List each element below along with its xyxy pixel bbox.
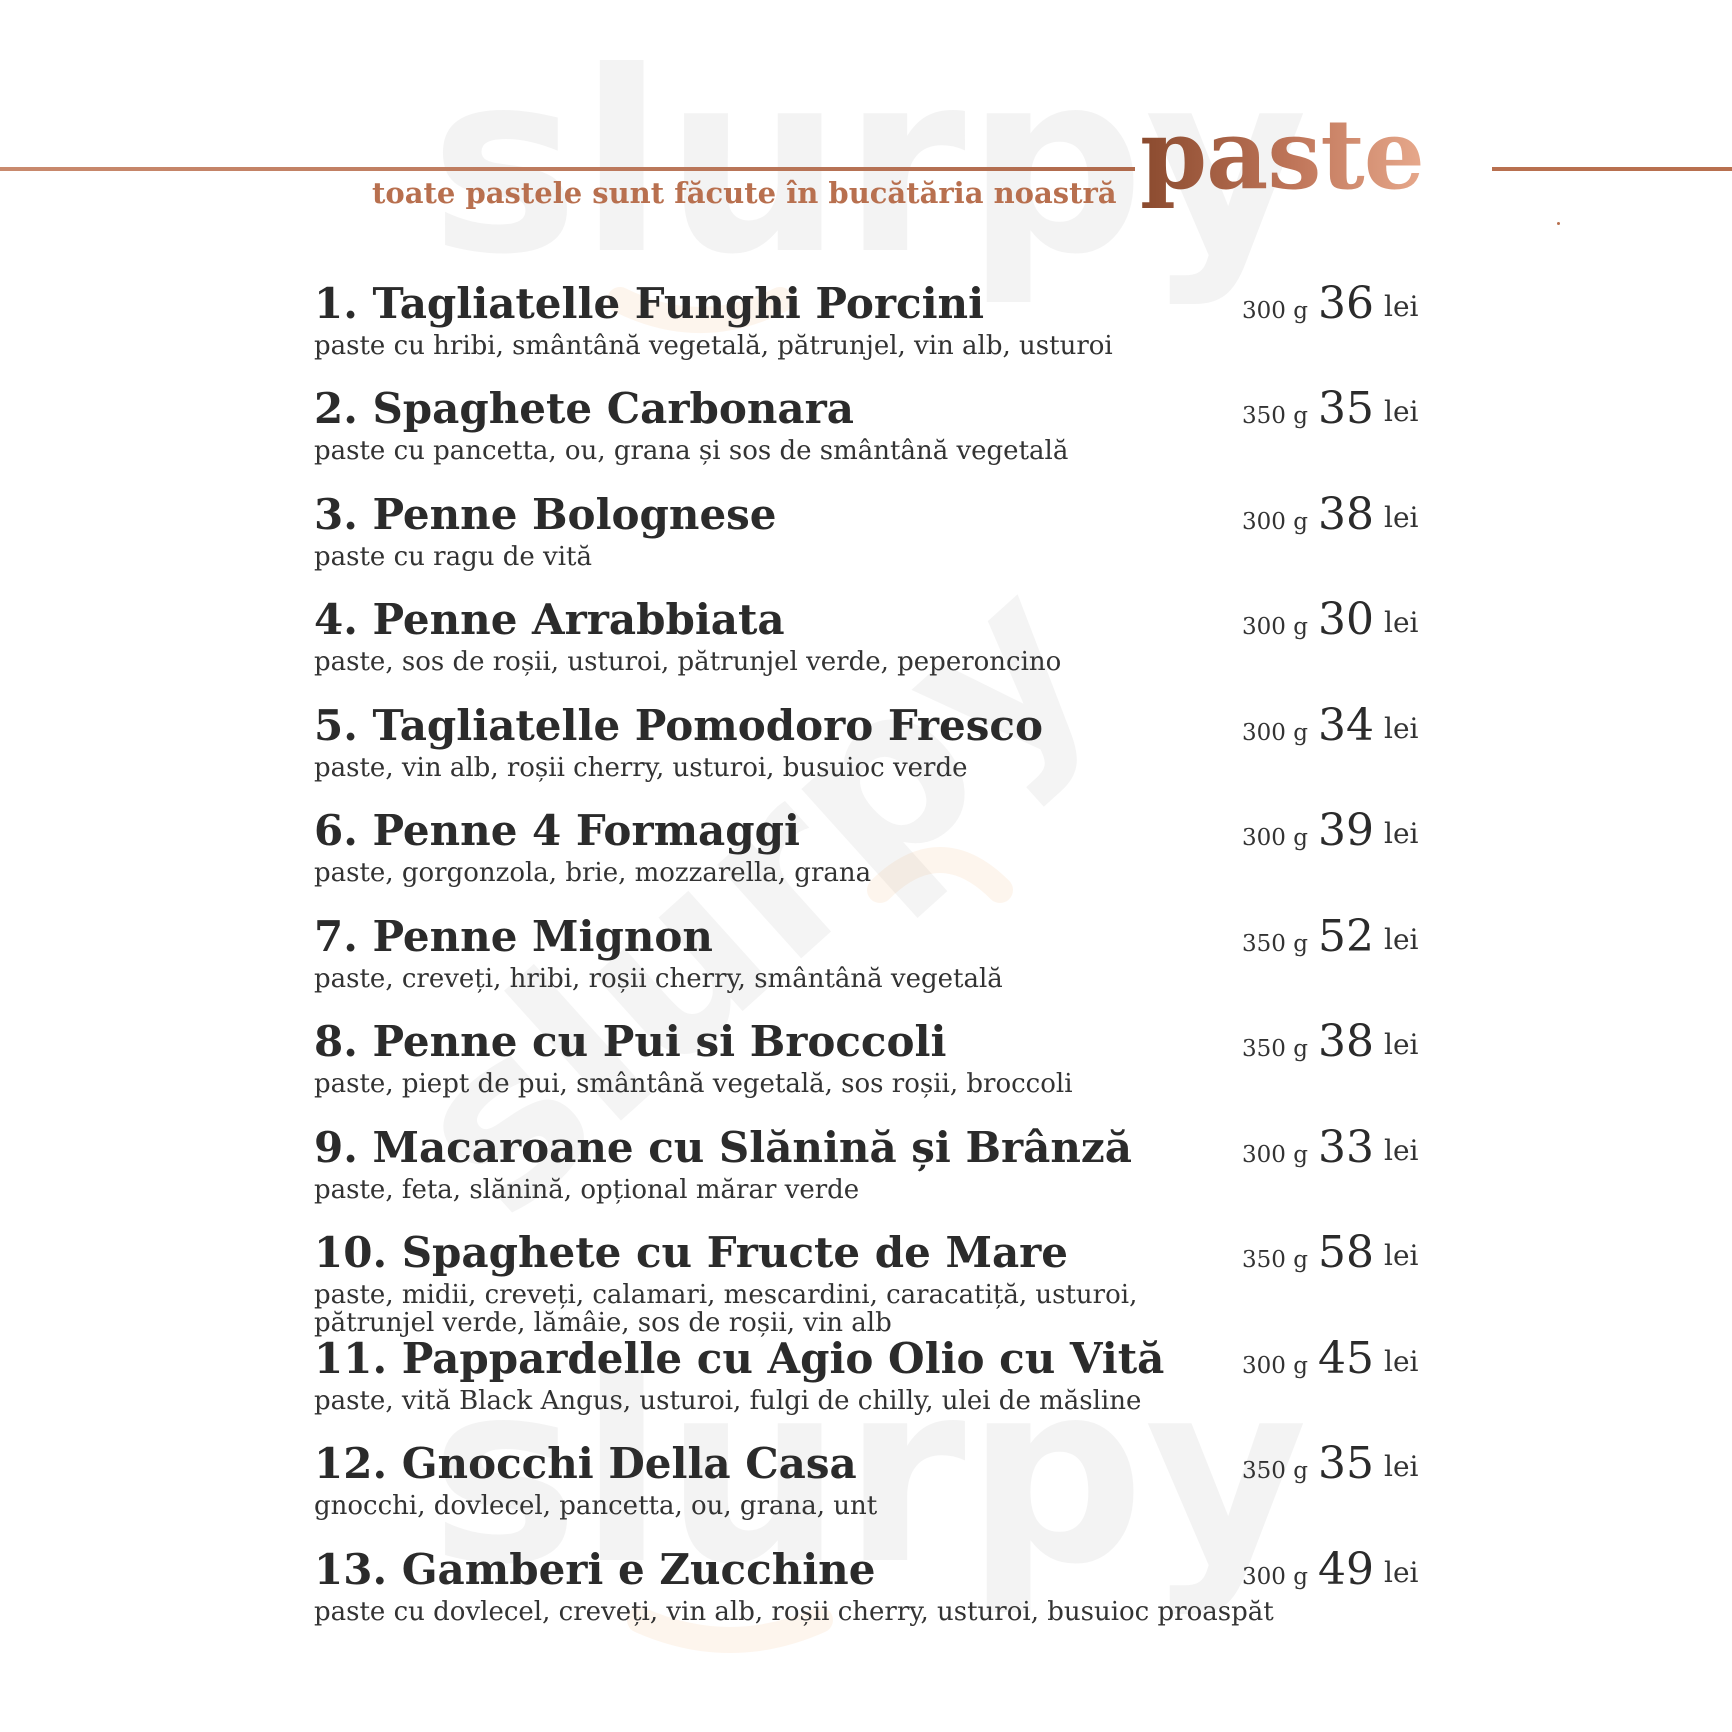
item-currency: lei (1384, 923, 1419, 956)
item-currency: lei (1384, 1556, 1419, 1589)
item-weight: 300 g (1242, 825, 1308, 851)
item-price: 49 (1318, 1544, 1374, 1595)
item-price: 36 (1318, 278, 1374, 329)
item-description: paste, sos de roșii, usturoi, pătrunjel verde, peperoncino (314, 647, 1062, 677)
item-name: 11. Pappardelle cu Agio Olio cu Vită (314, 1334, 1165, 1383)
item-description: paste, gorgonzola, brie, mozzarella, grana (314, 858, 872, 888)
item-price: 34 (1318, 700, 1374, 751)
item-weight: 300 g (1242, 1142, 1308, 1168)
item-name: 9. Macaroane cu Slănină și Brânză (314, 1123, 1132, 1172)
item-description: paste cu ragu de vită (314, 542, 592, 572)
item-description: paste cu pancetta, ou, grana și sos de smântână vegetală (314, 436, 1069, 466)
item-description: paste, vită Black Angus, usturoi, fulgi de chilly, ulei de măsline (314, 1386, 1142, 1416)
item-weight: 300 g (1242, 614, 1308, 640)
item-name: 8. Penne cu Pui si Broccoli (314, 1017, 947, 1066)
item-name: 3. Penne Bolognese (314, 490, 777, 539)
item-name: 5. Tagliatelle Pomodoro Fresco (314, 701, 1044, 750)
item-weight: 300 g (1242, 720, 1308, 746)
item-description: paste, midii, creveți, calamari, mescardini, caracatiță, usturoi, (314, 1280, 1138, 1310)
item-currency: lei (1384, 395, 1419, 428)
item-currency: lei (1384, 1345, 1419, 1378)
item-currency: lei (1384, 501, 1419, 534)
item-weight: 300 g (1242, 1564, 1308, 1590)
item-currency: lei (1384, 712, 1419, 745)
item-price: 33 (1318, 1122, 1374, 1173)
item-price: 39 (1318, 805, 1374, 856)
item-name: 13. Gamberi e Zucchine (314, 1545, 876, 1594)
item-description: paste, feta, slănină, opțional mărar verde (314, 1175, 860, 1205)
item-weight: 350 g (1242, 403, 1308, 429)
item-description: paste, creveți, hribi, roșii cherry, smântână vegetală (314, 964, 1003, 994)
section-title: paste (1140, 98, 1424, 211)
header-rule-right (1492, 167, 1732, 171)
item-name: 2. Spaghete Carbonara (314, 384, 854, 433)
item-currency: lei (1384, 1450, 1419, 1483)
item-price: 45 (1318, 1333, 1374, 1384)
section-subtitle: toate pastele sunt făcute în bucătăria noastră (372, 176, 1117, 210)
item-name: 6. Penne 4 Formaggi (314, 806, 800, 855)
item-name: 1. Tagliatelle Funghi Porcini (314, 279, 985, 328)
item-weight: 350 g (1242, 1458, 1308, 1484)
item-currency: lei (1384, 1028, 1419, 1061)
item-description: paste, vin alb, roșii cherry, usturoi, busuioc verde (314, 753, 968, 783)
item-currency: lei (1384, 1134, 1419, 1167)
item-currency: lei (1384, 1239, 1419, 1272)
item-currency: lei (1384, 290, 1419, 323)
item-price: 30 (1318, 594, 1374, 645)
item-weight: 300 g (1242, 509, 1308, 535)
item-description: gnocchi, dovlecel, pancetta, ou, grana, unt (314, 1491, 878, 1521)
item-weight: 350 g (1242, 1036, 1308, 1062)
item-description-line2: pătrunjel verde, lămâie, sos de roșii, vin alb (314, 1308, 892, 1338)
item-name: 7. Penne Mignon (314, 912, 713, 961)
item-price: 58 (1318, 1227, 1374, 1278)
item-name: 12. Gnocchi Della Casa (314, 1439, 857, 1488)
item-weight: 350 g (1242, 931, 1308, 957)
item-name: 4. Penne Arrabbiata (314, 595, 785, 644)
item-name: 10. Spaghete cu Fructe de Mare (314, 1228, 1069, 1277)
item-description: paste cu hribi, smântână vegetală, pătrunjel, vin alb, usturoi (314, 331, 1113, 361)
item-weight: 350 g (1242, 1247, 1308, 1273)
header-rule-left (0, 167, 1135, 171)
item-price: 35 (1318, 383, 1374, 434)
item-weight: 300 g (1242, 298, 1308, 324)
item-currency: lei (1384, 817, 1419, 850)
decorative-dot (1557, 222, 1560, 225)
item-price: 38 (1318, 489, 1374, 540)
item-price: 35 (1318, 1438, 1374, 1489)
item-currency: lei (1384, 606, 1419, 639)
item-weight: 300 g (1242, 1353, 1308, 1379)
item-description: paste cu dovlecel, creveți, vin alb, roșii cherry, usturoi, busuioc proaspăt (314, 1597, 1274, 1627)
item-description: paste, piept de pui, smântână vegetală, sos roșii, broccoli (314, 1069, 1073, 1099)
item-price: 52 (1318, 911, 1374, 962)
item-price: 38 (1318, 1016, 1374, 1067)
